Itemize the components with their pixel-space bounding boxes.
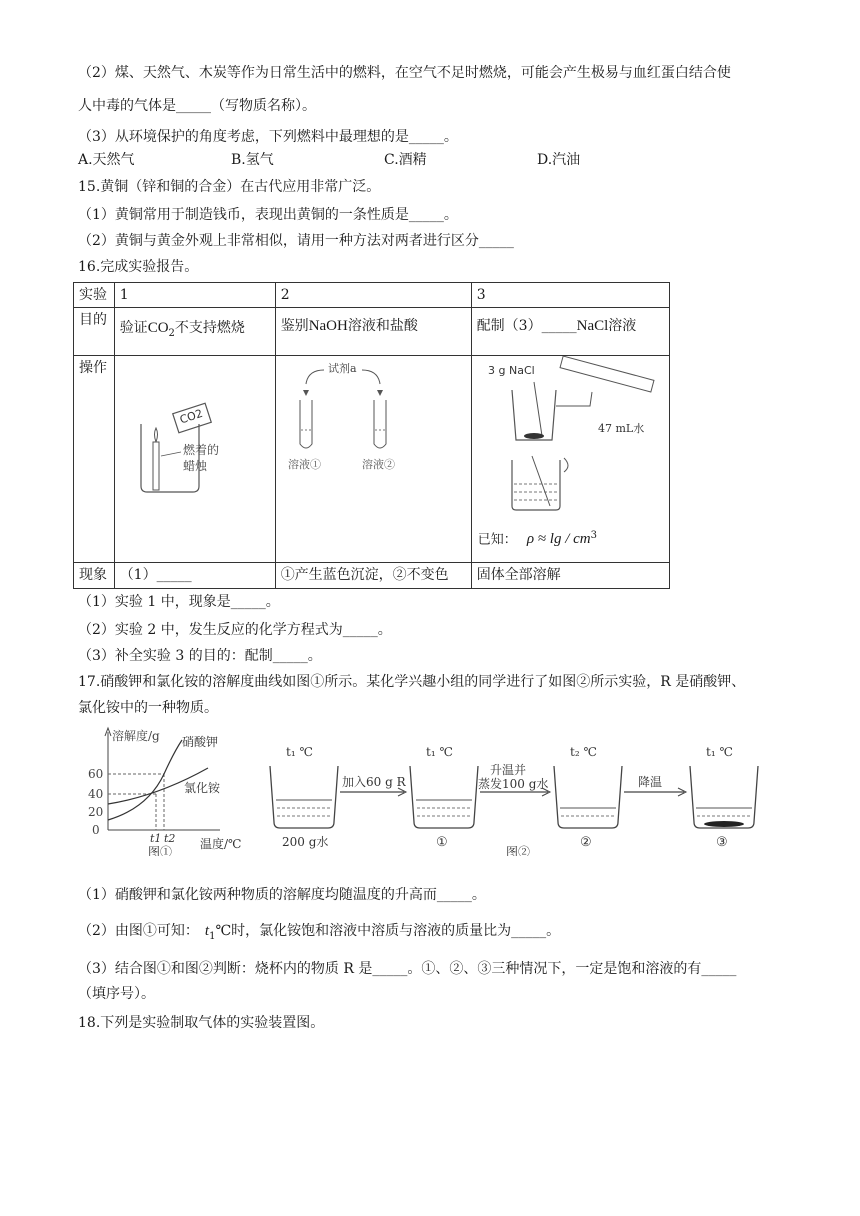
kno3-label: 硝酸钾 (182, 735, 219, 749)
option-b: B.氢气 (231, 152, 274, 168)
co2-label: CO2 (177, 406, 205, 427)
q15-title: 15.黄铜（锌和铜的合金）在古代应用非常广泛。 (78, 179, 381, 195)
graduated-cylinder (560, 356, 654, 392)
solubility-figures (78, 726, 768, 856)
solution-2-label: 溶液② (361, 458, 395, 471)
q17-part3-line2: （填序号）。 (78, 986, 155, 1002)
arrow-right (362, 370, 380, 384)
q17-title-line2: 氯化铵中的一种物质。 (78, 700, 218, 716)
solid-nacl (524, 433, 544, 439)
operation-1 (114, 356, 275, 563)
beaker-3-label: ③ (716, 835, 728, 850)
test-tube-figure (276, 356, 471, 556)
purpose-3: 配制（3）_____NaCl溶液 (471, 308, 669, 356)
table-operation-row (74, 356, 670, 563)
water-volume-label: 47 mL水 (597, 422, 644, 435)
header-cell: 2 (275, 283, 471, 308)
phenomenon-2: ①产生蓝色沉淀，②不变色 (275, 563, 471, 589)
beaker-outline (141, 424, 199, 492)
beaker-0 (270, 766, 338, 828)
stir-rod-2 (532, 456, 550, 506)
q16-title: 16.完成实验报告。 (78, 259, 199, 275)
q14-part3: （3）从环境保护的角度考虑，下列燃料中最理想的是_____。 (78, 129, 458, 145)
crystal-precipitate (704, 821, 744, 827)
y-tick: 40 (88, 787, 104, 801)
y-axis-label: 溶解度/g (112, 729, 160, 743)
temp-label: t₁ ℃ (286, 745, 313, 759)
q14-part2-line1: （2）煤、天然气、木炭等作为日常生活中的燃料，在空气不足时燃烧，可能会产生极易与血红蛋白结合使 (78, 65, 731, 81)
water-label: 200 g水 (282, 835, 329, 849)
temp-label: t₁ ℃ (426, 745, 453, 759)
q16-part2: （2）实验 2 中，发生反应的化学方程式为_____。 (78, 622, 392, 638)
figure-2-caption: 图② (506, 845, 531, 856)
beaker-1 (410, 766, 478, 828)
t1-tick: t1 (150, 832, 162, 845)
arrow-head (377, 390, 383, 396)
stir-rod (534, 382, 542, 436)
q18-title: 18.下列是实验制取气体的实验装置图。 (78, 1015, 325, 1031)
experiment-table (73, 282, 670, 589)
candle-label-2: 蜡烛 (182, 459, 207, 473)
option-d: D.汽油 (537, 152, 581, 168)
y-tick: 20 (88, 805, 104, 819)
flame-icon (154, 428, 157, 442)
candle (153, 442, 159, 490)
y-tick: 0 (92, 823, 100, 837)
table-phenomenon-row (74, 563, 670, 589)
temp-label: t₂ ℃ (570, 745, 597, 759)
q15-part2: （2）黄铜与黄金外观上非常相似，请用一种方法对两者进行区分_____ (78, 233, 514, 249)
nacl-mass-label: 3 g NaCl (487, 364, 535, 377)
co2-candle-figure (115, 356, 275, 556)
pour-arrow (556, 392, 592, 406)
q17-part2: （2）由图①可知： $t_1℃$时，氯化铵饱和溶液中溶质与溶液的质量比为_____。 (78, 923, 561, 942)
kno3-curve (108, 740, 182, 820)
table-purpose-row (74, 308, 670, 356)
test-tube-2 (374, 400, 386, 448)
t2-tick: t2 (164, 832, 176, 845)
y-tick: 60 (88, 767, 104, 781)
step-2-label-a: 升温并 (490, 763, 527, 777)
beaker-3 (690, 766, 758, 828)
phenomenon-3: 固体全部溶解 (471, 563, 669, 589)
experiment-process (270, 745, 758, 856)
operation-2 (275, 356, 471, 563)
beaker-2-label: ② (580, 835, 592, 850)
step-1-label: 加入60 g R (342, 775, 406, 789)
header-cell: 3 (471, 283, 669, 308)
q17-part3-line1: （3）结合图①和图②判断：烧杯内的物质 R 是_____。①、②、③三种情况下，一定是饱和溶液的有_____ (78, 961, 737, 977)
table-header-row (74, 283, 670, 308)
beaker-top (512, 390, 556, 440)
test-tube-1 (300, 400, 312, 448)
phenomenon-1: （1）_____ (114, 563, 275, 589)
header-cell: 实验 (74, 283, 115, 308)
phenomenon-label: 现象 (74, 563, 115, 589)
candle-label: 燃着的 (182, 443, 219, 457)
q17-part1: （1）硝酸钾和氯化铵两种物质的溶解度均随温度的升高而_____。 (78, 887, 486, 903)
q16-part3: （3）补全实验 3 的目的：配制_____。 (78, 648, 322, 664)
q17-title-line1: 17.硝酸钾和氯化铵的溶解度曲线如图①所示。某化学兴趣小组的同学进行了如图②所示实验，R 是硝酸钾、 (78, 674, 746, 690)
purpose-label: 目的 (74, 308, 115, 356)
step-3-label: 降温 (638, 775, 663, 789)
beaker-1-label: ① (436, 835, 448, 850)
header-cell: 1 (114, 283, 275, 308)
operation-label: 操作 (74, 356, 115, 563)
solution-1-label: 溶液① (287, 458, 321, 471)
known-density: 已知： $\rho \approx \lg / cm^3$ (477, 530, 597, 548)
stir-arrow (564, 458, 568, 472)
option-c: C.酒精 (384, 152, 427, 168)
purpose-1: 验证$CO_2$不支持燃烧 (114, 308, 275, 356)
purpose-2: 鉴别NaOH溶液和盐酸 (275, 308, 471, 356)
operation-3 (471, 356, 669, 563)
option-a: A.天然气 (78, 152, 135, 168)
q16-part1: （1）实验 1 中，现象是_____。 (78, 594, 280, 610)
step-2-label-b: 蒸发100 g水 (478, 777, 549, 791)
figure-1-caption: 图① (148, 845, 173, 856)
solubility-graph (88, 728, 241, 856)
arrow-head (303, 390, 309, 396)
nh4cl-label: 氯化铵 (184, 781, 221, 795)
q15-part1: （1）黄铜常用于制造钱币，表现出黄铜的一条性质是_____。 (78, 207, 458, 223)
reagent-label: 试剂a (327, 362, 357, 375)
q14-part2-line2: 人中毒的气体是_____（写物质名称）。 (78, 98, 316, 114)
pointer-line (161, 452, 181, 456)
q14-options (78, 149, 778, 171)
x-axis-label: 温度/℃ (200, 837, 242, 851)
arrow-left (306, 370, 324, 384)
temp-label: t₁ ℃ (706, 745, 733, 759)
beaker-2 (554, 766, 622, 828)
